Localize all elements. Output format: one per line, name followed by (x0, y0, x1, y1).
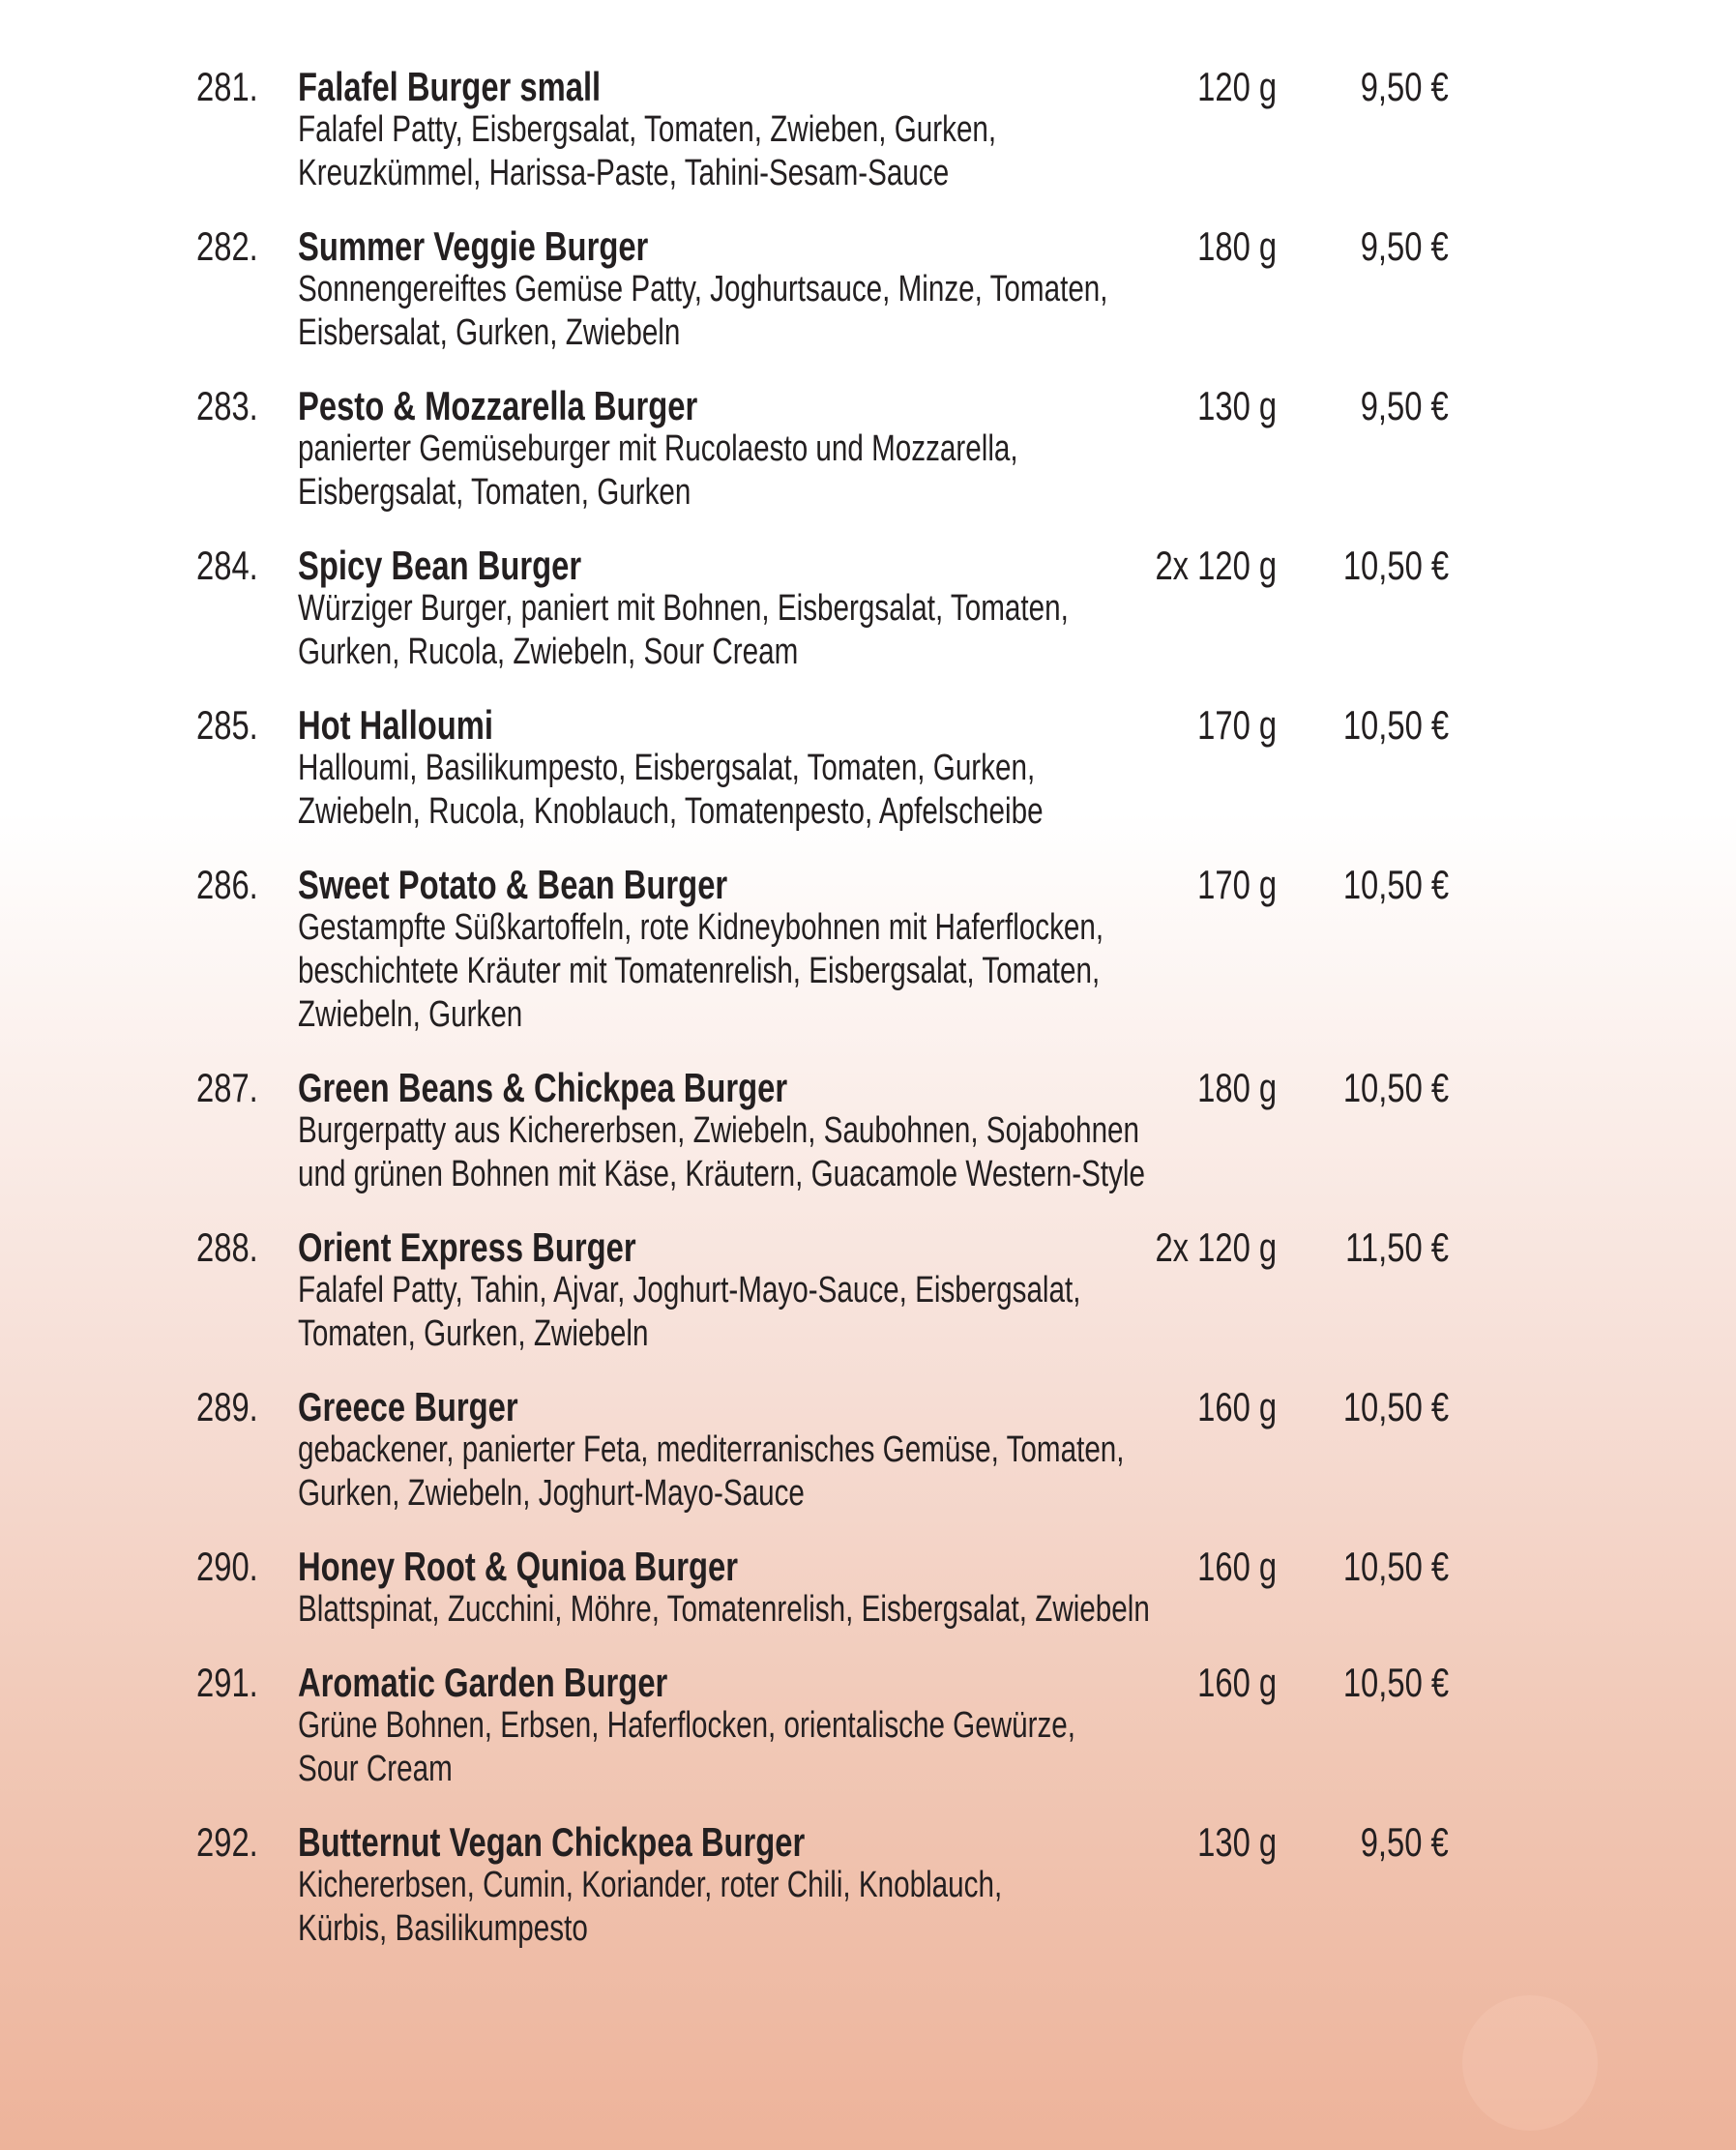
item-weight: 180 g (1197, 223, 1277, 269)
item-description (0, 1269, 1736, 1356)
item-description-line: Falafel Patty, Tahin, Ajvar, Joghurt-Mayo-Sauce, Eisbergsalat, (298, 1270, 1081, 1311)
menu-item-header (0, 1545, 1736, 1588)
item-description (0, 108, 1736, 195)
item-description-line: Eisbergsalat, Tomaten, Gurken (298, 472, 691, 513)
item-description-line: Kichererbsen, Cumin, Koriander, roter Chili, Knoblauch, (298, 1865, 1003, 1905)
item-weight: 170 g (1197, 702, 1277, 748)
item-description (0, 906, 1736, 1037)
item-description-line: Falafel Patty, Eisbergsalat, Tomaten, Zwieben, Gurken, (298, 109, 997, 150)
item-description (0, 747, 1736, 834)
item-description (0, 268, 1736, 355)
menu-item-header (0, 1820, 1736, 1864)
item-price: 11,50 € (1345, 1224, 1449, 1270)
item-name: Honey Root & Qunioa Burger (298, 1544, 739, 1589)
item-description-line: Sour Cream (298, 1749, 453, 1789)
menu-item-header (0, 224, 1736, 268)
item-name: Butternut Vegan Chickpea Burger (298, 1819, 806, 1865)
item-description-line: Zwiebeln, Rucola, Knoblauch, Tomatenpesto, Apfelscheibe (298, 791, 1044, 832)
item-weight: 2x 120 g (1155, 543, 1277, 588)
item-name: Spicy Bean Burger (298, 543, 582, 588)
menu-item (0, 224, 1736, 355)
menu-item (0, 1225, 1736, 1356)
item-description-line: Kürbis, Basilikumpesto (298, 1908, 588, 1949)
item-description (0, 1109, 1736, 1196)
item-description-line: Würziger Burger, paniert mit Bohnen, Eisbergsalat, Tomaten, (298, 588, 1069, 629)
menu-item-header (0, 384, 1736, 427)
menu-item (0, 1820, 1736, 1951)
item-weight: 130 g (1197, 1819, 1277, 1865)
item-weight: 160 g (1197, 1384, 1277, 1429)
item-price: 10,50 € (1342, 1384, 1449, 1429)
item-weight: 130 g (1197, 383, 1277, 428)
item-price: 9,50 € (1360, 383, 1449, 428)
menu-item (0, 1066, 1736, 1196)
item-price: 9,50 € (1360, 223, 1449, 269)
item-weight: 160 g (1197, 1544, 1277, 1589)
item-number: 286. (196, 862, 258, 907)
menu-item (0, 863, 1736, 1037)
item-description-line: gebackener, panierter Feta, mediterranisches Gemüse, Tomaten, (298, 1429, 1125, 1470)
item-number: 282. (196, 223, 258, 269)
menu-item-header (0, 65, 1736, 108)
item-price: 9,50 € (1360, 64, 1449, 109)
item-description-line: Gurken, Rucola, Zwiebeln, Sour Cream (298, 632, 799, 672)
item-description-line: und grünen Bohnen mit Käse, Kräutern, Guacamole Western-Style (298, 1154, 1145, 1194)
decorative-circle (1462, 1995, 1598, 2131)
item-number: 291. (196, 1660, 258, 1705)
item-name: Greece Burger (298, 1384, 518, 1429)
item-description-line: Zwiebeln, Gurken (298, 994, 523, 1035)
item-number: 290. (196, 1544, 258, 1589)
item-description-line: Gurken, Zwiebeln, Joghurt-Mayo-Sauce (298, 1473, 805, 1514)
menu-item (0, 65, 1736, 195)
item-description-line: Gestampfte Süßkartoffeln, rote Kidneybohnen mit Haferflocken, (298, 907, 1104, 948)
item-name: Sweet Potato & Bean Burger (298, 862, 728, 907)
item-name: Hot Halloumi (298, 702, 494, 748)
item-price: 10,50 € (1342, 702, 1449, 748)
menu-item-header (0, 1661, 1736, 1704)
item-price: 10,50 € (1342, 1544, 1449, 1589)
item-description-line: beschichtete Kräuter mit Tomatenrelish, Eisbergsalat, Tomaten, (298, 951, 1101, 991)
item-price: 9,50 € (1360, 1819, 1449, 1865)
item-description (0, 427, 1736, 515)
item-price: 10,50 € (1342, 862, 1449, 907)
item-description-line: panierter Gemüseburger mit Rucolaesto und Mozzarella, (298, 428, 1018, 469)
item-description-line: Halloumi, Basilikumpesto, Eisbergsalat, Tomaten, Gurken, (298, 748, 1036, 788)
item-description-line: Tomaten, Gurken, Zwiebeln (298, 1313, 649, 1354)
item-number: 287. (196, 1065, 258, 1110)
item-weight: 2x 120 g (1155, 1224, 1277, 1270)
item-name: Green Beans & Chickpea Burger (298, 1065, 788, 1110)
item-description-line: Grüne Bohnen, Erbsen, Haferflocken, orientalische Gewürze, (298, 1705, 1076, 1746)
item-description (0, 587, 1736, 674)
menu-item-header (0, 703, 1736, 747)
item-price: 10,50 € (1342, 1065, 1449, 1110)
menu-item (0, 384, 1736, 515)
item-number: 292. (196, 1819, 258, 1865)
menu-item-header (0, 544, 1736, 587)
menu-item (0, 703, 1736, 834)
item-description-line: Kreuzkümmel, Harissa-Paste, Tahini-Sesam-Sauce (298, 153, 950, 193)
menu-list (0, 65, 1736, 1980)
item-number: 284. (196, 543, 258, 588)
menu-item-header (0, 1385, 1736, 1428)
item-name: Pesto & Mozzarella Burger (298, 383, 698, 428)
item-name: Summer Veggie Burger (298, 223, 649, 269)
menu-item (0, 544, 1736, 674)
menu-item (0, 1545, 1736, 1632)
item-description-line: Burgerpatty aus Kichererbsen, Zwiebeln, Saubohnen, Sojabohnen (298, 1110, 1140, 1151)
item-number: 289. (196, 1384, 258, 1429)
item-price: 10,50 € (1342, 1660, 1449, 1705)
item-description (0, 1428, 1736, 1516)
item-description (0, 1864, 1736, 1951)
item-weight: 160 g (1197, 1660, 1277, 1705)
item-price: 10,50 € (1342, 543, 1449, 588)
item-number: 285. (196, 702, 258, 748)
menu-item-header (0, 1066, 1736, 1109)
item-description (0, 1704, 1736, 1791)
item-name: Orient Express Burger (298, 1224, 636, 1270)
item-name: Aromatic Garden Burger (298, 1660, 668, 1705)
item-number: 281. (196, 64, 258, 109)
item-weight: 120 g (1197, 64, 1277, 109)
item-number: 288. (196, 1224, 258, 1270)
menu-item (0, 1661, 1736, 1791)
item-description (0, 1588, 1736, 1632)
item-description-line: Sonnengereiftes Gemüse Patty, Joghurtsauce, Minze, Tomaten, (298, 269, 1108, 309)
item-name: Falafel Burger small (298, 64, 602, 109)
menu-item-header (0, 1225, 1736, 1269)
item-weight: 180 g (1197, 1065, 1277, 1110)
item-number: 283. (196, 383, 258, 428)
item-description-line: Eisbersalat, Gurken, Zwiebeln (298, 312, 681, 353)
menu-item-header (0, 863, 1736, 906)
item-weight: 170 g (1197, 862, 1277, 907)
menu-item (0, 1385, 1736, 1516)
item-description-line: Blattspinat, Zucchini, Möhre, Tomatenrelish, Eisbergsalat, Zwiebeln (298, 1589, 1150, 1630)
